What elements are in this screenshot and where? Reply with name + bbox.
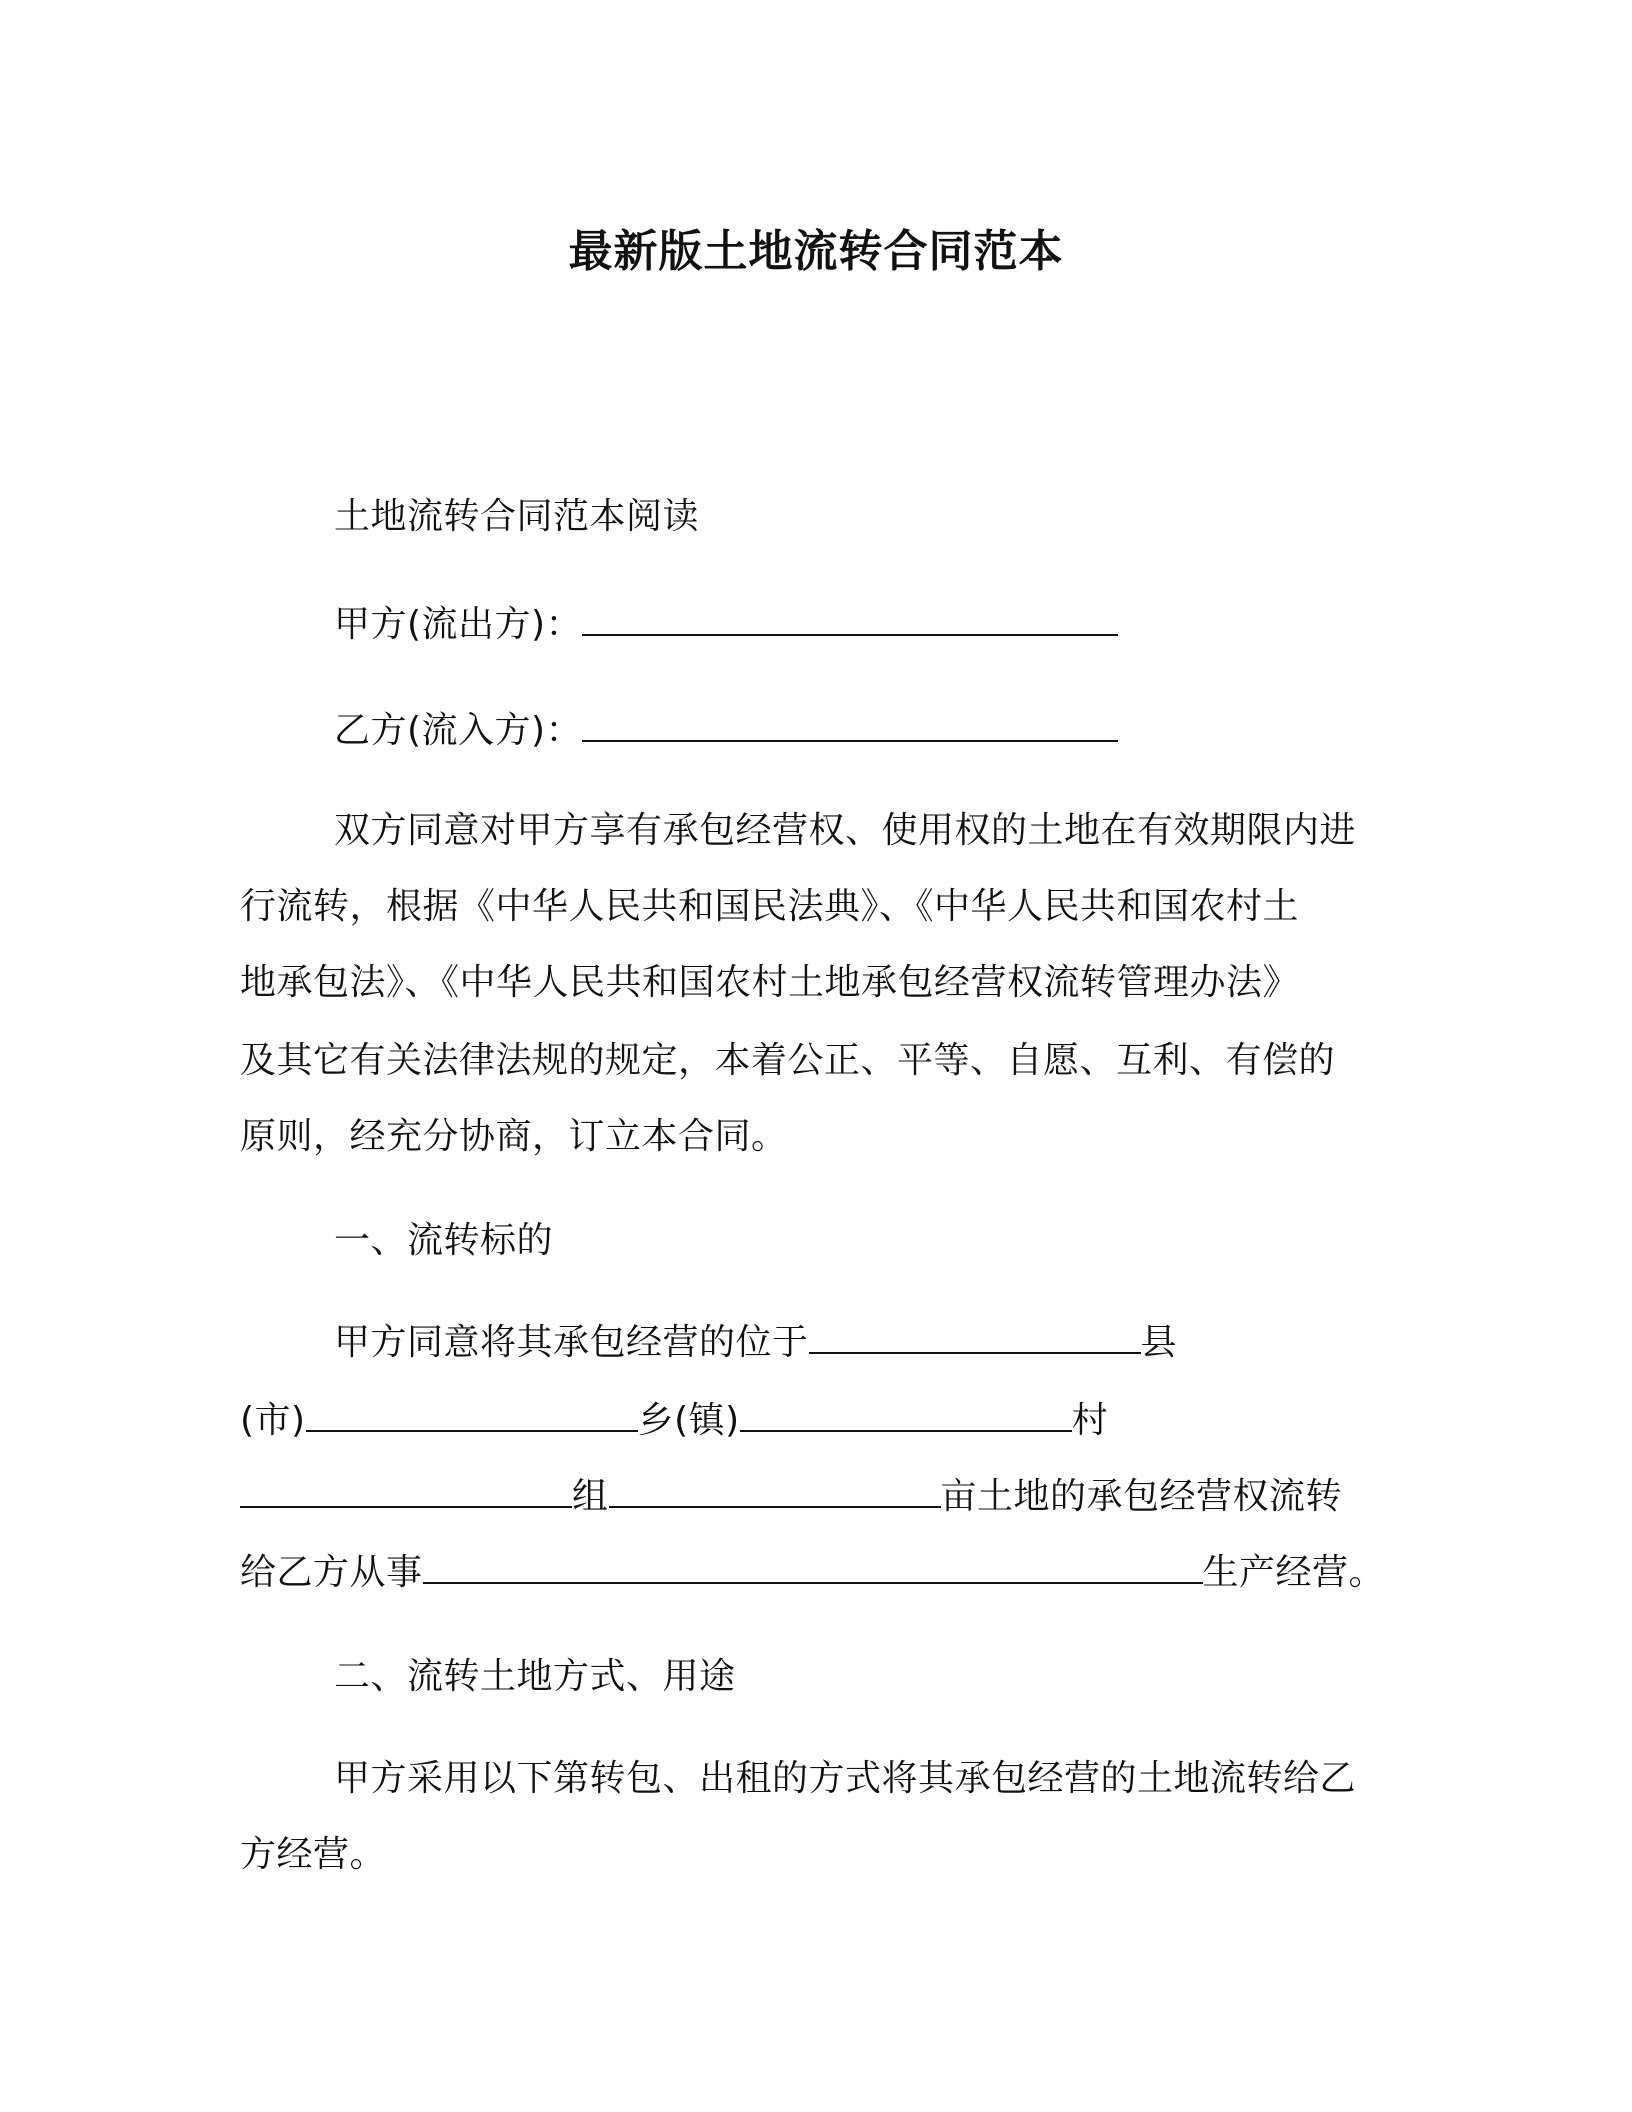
section-2-heading: 二、流转土地方式、用途 [334, 1656, 736, 1697]
section-1-heading: 一、流转标的 [334, 1220, 554, 1261]
preamble-line-1: 双方同意对甲方享有承包经营权、使用权的土地在有效期限内进 [334, 810, 1357, 851]
section-1-line-4 [240, 1548, 1385, 1598]
party-b-blank[interactable] [582, 710, 1118, 742]
purpose-intro: 给乙方从事 [240, 1552, 423, 1593]
preamble-line-5: 原则，经充分协商，订立本合同。 [240, 1116, 788, 1157]
purpose-blank[interactable] [423, 1552, 1203, 1584]
city-blank[interactable] [306, 1400, 638, 1432]
section-1-line-2 [240, 1396, 1108, 1446]
party-b-line [334, 706, 1118, 756]
township-blank[interactable] [740, 1400, 1072, 1432]
section-2-line-1: 甲方采用以下第转包、出租的方式将其承包经营的土地流转给乙 [334, 1758, 1357, 1799]
party-b-label: 乙方(流入方)： [334, 710, 583, 751]
group-blank[interactable] [240, 1476, 572, 1508]
preamble-line-2: 行流转，根据《中华人民共和国民法典》、《中华人民共和国农村土 [240, 886, 1300, 927]
party-a-label: 甲方(流出方)： [334, 604, 583, 645]
township-label: 乡(镇) [637, 1400, 740, 1441]
location-intro: 甲方同意将其承包经营的位于 [334, 1322, 809, 1363]
party-a-line [334, 600, 1118, 650]
area-label: 亩土地的承包经营权流转 [940, 1476, 1343, 1517]
document-title: 最新版土地流转合同范本 [568, 226, 1064, 277]
county-blank[interactable] [809, 1322, 1141, 1354]
area-blank[interactable] [609, 1476, 941, 1508]
purpose-end: 生产经营。 [1202, 1552, 1386, 1593]
document-subtitle: 土地流转合同范本阅读 [334, 496, 700, 537]
city-label: (市) [240, 1400, 306, 1441]
section-1-line-3 [240, 1472, 1342, 1522]
section-1-line-1 [334, 1318, 1177, 1368]
preamble-line-4: 及其它有关法律法规的规定，本着公正、平等、自愿、互利、有偿的 [240, 1040, 1336, 1081]
county-label: 县 [1140, 1322, 1178, 1363]
group-label: 组 [572, 1476, 609, 1517]
preamble-line-3: 地承包法》、《中华人民共和国农村土地承包经营权流转管理办法》 [240, 962, 1300, 1003]
section-2-line-2: 方经营。 [240, 1834, 387, 1875]
party-a-blank[interactable] [582, 604, 1118, 636]
village-label: 村 [1071, 1400, 1109, 1441]
